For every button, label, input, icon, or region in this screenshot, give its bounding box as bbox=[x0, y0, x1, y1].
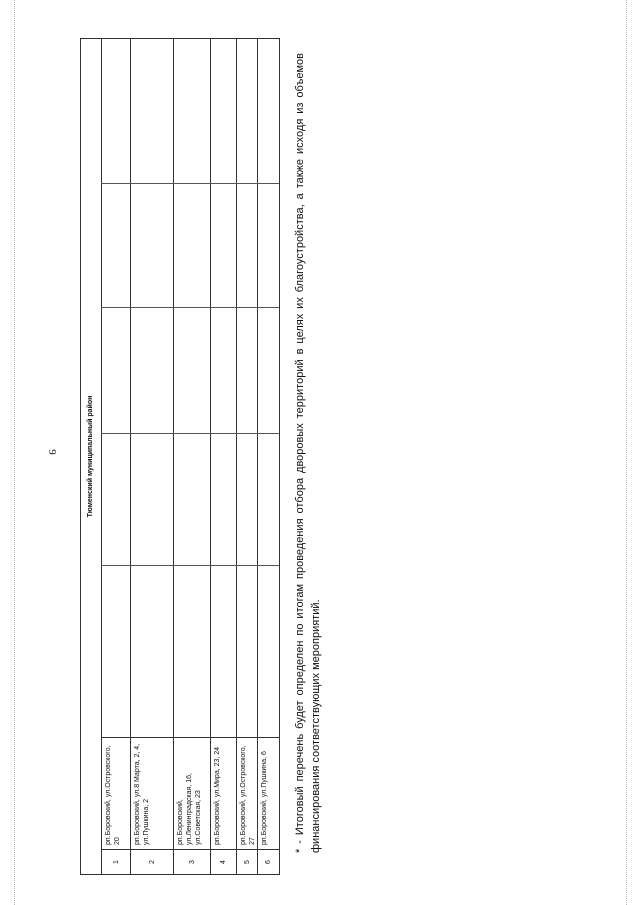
address-table bbox=[80, 38, 280, 875]
table-row bbox=[237, 39, 258, 874]
table-row bbox=[211, 39, 237, 874]
row-number: 4 bbox=[211, 849, 236, 874]
row-number: 3 bbox=[174, 849, 210, 874]
scan-edge-top bbox=[14, 0, 15, 905]
region-title: Тюменский муниципальный район bbox=[81, 39, 102, 874]
row-address: рп.Боровский, ул.Островского, 27 bbox=[237, 737, 257, 849]
table-row bbox=[258, 39, 279, 874]
row-address: рп.Боровский, ул.8 Марта, 2, 4, ул.Пушкина, 2 bbox=[131, 737, 173, 849]
column-divider bbox=[101, 183, 279, 184]
table-row bbox=[102, 39, 131, 874]
row-number: 1 bbox=[102, 849, 130, 874]
row-address: рп.Боровский, ул.Пушкина, 6 bbox=[258, 737, 279, 849]
table-row bbox=[131, 39, 174, 874]
row-number: 6 bbox=[258, 849, 279, 874]
footnote: * - Итоговый перечень будет определен по итогам проведения отбора дворовых территорий в целях их благоустройства, а также исходя из объемов финансирования соответствующих мероприятий. bbox=[294, 53, 322, 853]
column-divider bbox=[101, 565, 279, 566]
table-row bbox=[174, 39, 211, 874]
row-address: рп.Боровский, ул.Ленинградская, 16, ул.Советская, 23 bbox=[174, 737, 210, 849]
page-number: 9 bbox=[46, 449, 58, 455]
column-divider bbox=[101, 433, 279, 434]
row-number: 5 bbox=[237, 849, 257, 874]
row-address: рп.Боровский, ул.Островского, 20 bbox=[102, 737, 130, 849]
row-number: 2 bbox=[131, 849, 173, 874]
column-divider bbox=[101, 307, 279, 308]
scan-edge-bottom bbox=[626, 0, 627, 905]
row-address: рп.Боровский, ул.Мира, 23, 24 bbox=[211, 737, 236, 849]
